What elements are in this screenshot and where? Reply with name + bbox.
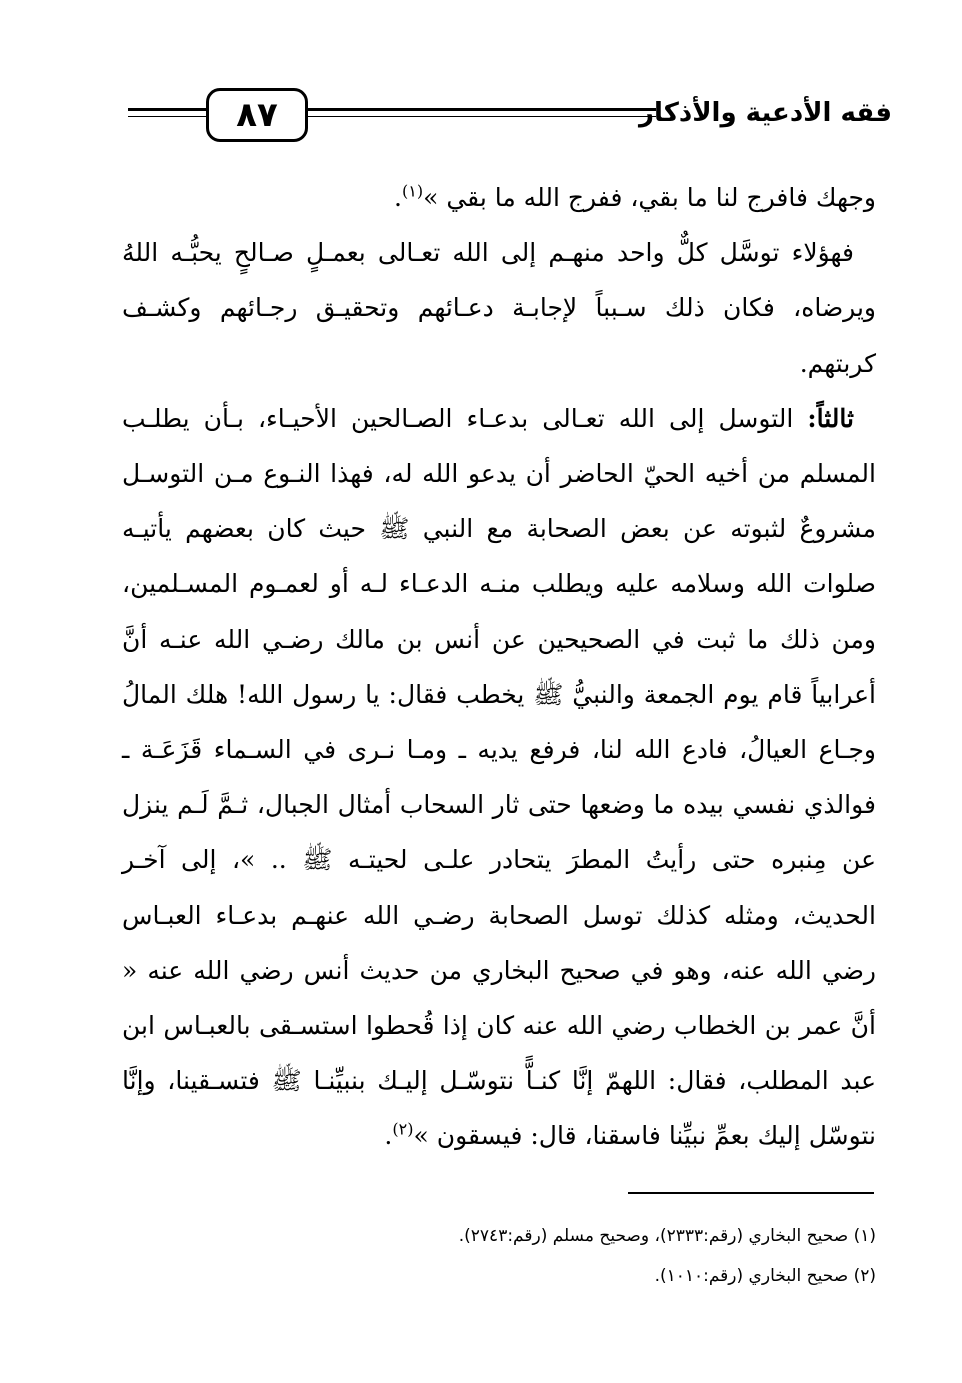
footnote-ref-1: (١) [402,181,424,201]
paragraph-3 [122,391,876,1164]
footnote-1: (١) صحيح البخاري (رقم:٢٣٣٣)، وصحيح مسلم (رقم:٢٧٤٣). [458,1226,876,1246]
header-rule-left-thin [128,116,208,117]
header-rule-right-thick [306,108,656,111]
footnotes [300,1216,876,1296]
footnote-separator [628,1192,874,1194]
paragraph-1-text: وجهك فافرج لنا ما بقي، ففرج الله ما بقي » [423,183,876,212]
footnote-ref-2: (٢) [392,1120,414,1140]
paragraph-3-text: التوسل إلى الله تعـالى بدعـاء الصـالحين الأحيـاء، بـأن يطلـب المسلم من أخيه الحيّ الحاضر أن يدعو الله له، فهذا النـوع مـن التوسـل مشروعٌ لثبوته عن بعض الصحابة مع النبي ﷺ حيث كان بعضهم يأتيـه صلوات الله وسلامه عليه ويطلب منـه الدعـاء لـه أو لعمـوم المسـلمين، ومن ذلك ما ثبت في الصحيحين عن أنس بن مالك رضـي الله عنـه أنَّ أعرابياً قام يوم الجمعة والنبيُّ ﷺ يخطب فقال: يا رسول الله! هلك المالُ وجـاع العيالُ، فادع الله لنا، فرفع يديه ـ ومـا نـرى في السـماء قَزَعَـة ـ فوالذي نفسي بيده ما وضعها حتى ثار السحاب أمثال الجبال، ثـمَّ لَـم ينزل عن مِنبره حتى رأيتُ المطرَ يتحادر علـى لحيتـه ﷺ .. »، إلى آخـر الحديث، ومثله كذلك توسل الصحابة رضـي الله عنهـم بدعـاء العبـاس رضي الله عنه، وهو في صحيح البخاري من حديث أنس رضي الله عنه « أنَّ عمر بن الخطاب رضي الله عنه كان إذا قُحطوا استسـقى بالعبـاس ابن عبد المطلب، فقال: اللهمّ إنَّا كنـاًّ نتوسّـل إليـك بنبيِّنـا ﷺ فتسـقينا، وإنَّا نتوسّل إليك بعمِّ نبيِّنا فاسقنا، قال: فيسقون » [122,403,876,1151]
footnote-2: (٢) صحيح البخاري (رقم:١٠١٠). [654,1266,876,1286]
page-header [128,84,892,148]
page-number: ٨٧ [206,88,308,142]
header-rule-right-thin [306,116,656,117]
main-text [122,170,876,1164]
paragraph-2: فهؤلاء توسَّل كلٌّ واحد منهـم إلى الله تعـالى بعمـلٍ صـالحٍ يحبُّـه اللهُ ويرضاه، فكان ذلك سـبباً لإجابـة دعـائهم وتحقيـق رجـائهم وكشـف كربتهم. [122,238,876,378]
paragraph-1 [122,170,876,225]
paragraph-3-lead: ثالثاً: [807,403,854,433]
paragraph-3-end: . [384,1121,393,1151]
book-title: فقه الأدعية والأذكار [639,98,892,128]
paragraph-1-end: . [394,183,402,212]
header-rule-left-thick [128,108,208,111]
